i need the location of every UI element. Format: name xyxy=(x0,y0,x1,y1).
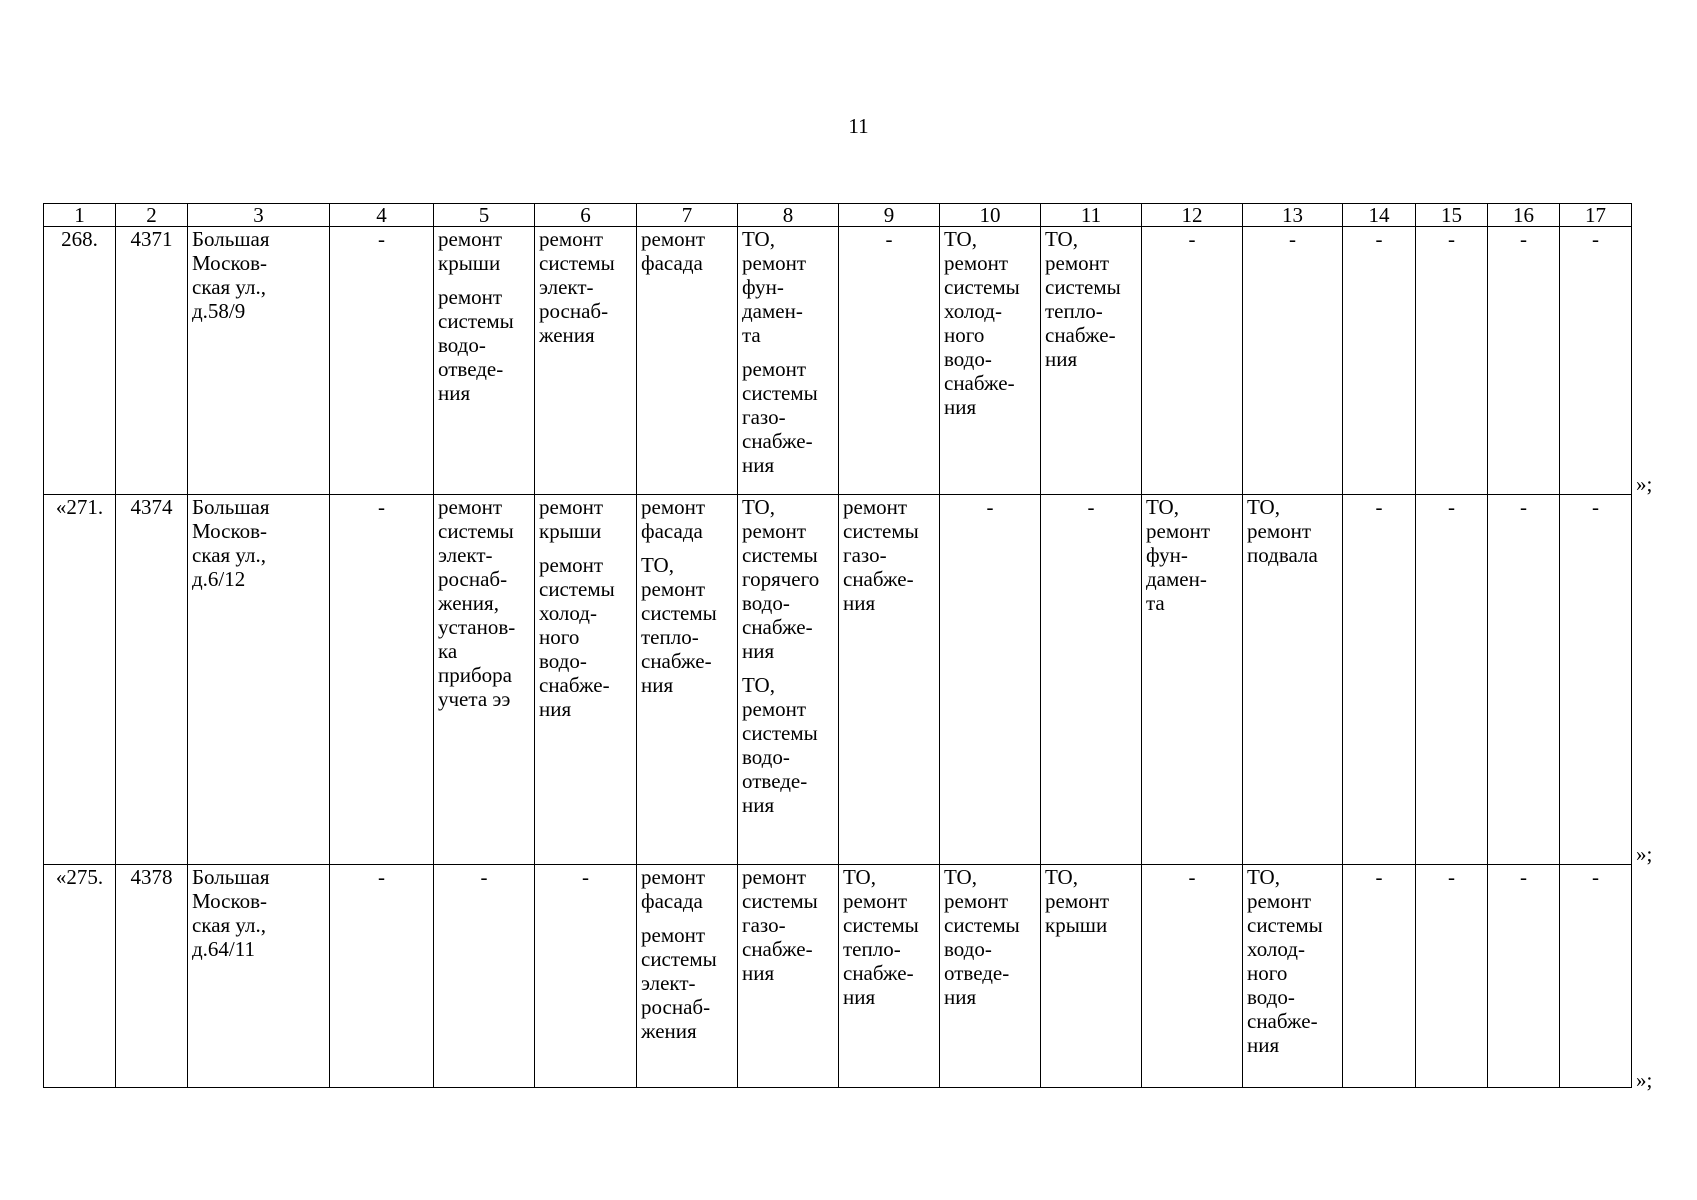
empty-cell-dash: - xyxy=(1416,495,1488,865)
work-text-line: ремонт xyxy=(1146,519,1211,543)
work-cell xyxy=(738,865,839,1088)
address-line: д.64/11 xyxy=(192,937,255,961)
work-text-line: ТО, xyxy=(742,495,775,519)
column-header: 10 xyxy=(940,204,1041,227)
work-text-line: ремонт xyxy=(438,227,503,251)
work-text-line: фун- xyxy=(1146,543,1188,567)
work-text-line: ния xyxy=(438,381,471,405)
work-text-line: ремонт xyxy=(539,553,604,577)
empty-cell-dash: - xyxy=(1488,865,1560,1088)
work-text-line: ремонт xyxy=(1045,251,1110,275)
work-text-line: ния xyxy=(944,395,977,419)
work-text-line: водо- xyxy=(438,333,486,357)
table-row xyxy=(44,865,1632,1088)
building-code-cell: 4378 xyxy=(116,865,188,1088)
work-text-line: ного xyxy=(1247,961,1288,985)
work-text-line: дамен- xyxy=(742,299,803,323)
column-header: 8 xyxy=(738,204,839,227)
work-text-line: роснаб- xyxy=(641,995,711,1019)
work-text-line: ремонт xyxy=(742,865,807,889)
work-text-line: ния xyxy=(843,591,876,615)
work-text-line: роснаб- xyxy=(539,299,609,323)
work-text-line: дамен- xyxy=(1146,567,1207,591)
address-line: Большая xyxy=(192,227,270,251)
work-text-line: ремонт xyxy=(843,495,908,519)
work-text-line: водо- xyxy=(742,591,790,615)
work-text-line: снабже- xyxy=(539,673,610,697)
empty-cell-dash: - xyxy=(1416,865,1488,1088)
work-text-line: газо- xyxy=(742,405,786,429)
address-line: Москов- xyxy=(192,519,268,543)
column-header: 6 xyxy=(535,204,637,227)
work-item xyxy=(742,227,834,347)
empty-cell-dash: - xyxy=(434,865,535,1088)
work-text-line: ния xyxy=(742,453,775,477)
work-cell xyxy=(1142,495,1243,865)
work-text-line: снабже- xyxy=(742,615,813,639)
work-item xyxy=(742,673,834,817)
column-header: 17 xyxy=(1560,204,1632,227)
work-text-line: снабже- xyxy=(641,649,712,673)
work-item xyxy=(1146,495,1238,615)
address-line: Большая xyxy=(192,865,270,889)
column-header: 11 xyxy=(1041,204,1142,227)
work-cell xyxy=(535,495,637,865)
work-text-line: ремонт xyxy=(641,577,706,601)
work-text-line: ТО, xyxy=(944,865,977,889)
work-text-line: ния xyxy=(742,961,775,985)
work-item xyxy=(641,923,733,1043)
work-item xyxy=(641,865,733,913)
work-text-line: холод- xyxy=(1247,937,1305,961)
empty-cell-dash: - xyxy=(1142,865,1243,1088)
address-cell xyxy=(188,495,330,865)
work-text-line: ТО, xyxy=(742,227,775,251)
work-cell xyxy=(434,495,535,865)
work-item xyxy=(438,285,530,405)
column-header: 12 xyxy=(1142,204,1243,227)
work-cell xyxy=(637,495,738,865)
work-text-line: ремонт xyxy=(641,865,706,889)
address-cell xyxy=(188,227,330,495)
work-text-line: элект- xyxy=(539,275,594,299)
work-text-line: ТО, xyxy=(1146,495,1179,519)
column-header: 3 xyxy=(188,204,330,227)
work-cell xyxy=(1041,227,1142,495)
column-header: 15 xyxy=(1416,204,1488,227)
work-text-line: ного xyxy=(539,625,580,649)
work-cell xyxy=(1041,865,1142,1088)
empty-cell-dash: - xyxy=(1343,495,1416,865)
work-text-line: жения, xyxy=(438,591,499,615)
work-cell xyxy=(940,227,1041,495)
column-header: 2 xyxy=(116,204,188,227)
work-cell xyxy=(738,227,839,495)
work-text-line: системы xyxy=(742,721,818,745)
empty-cell-dash: - xyxy=(535,865,637,1088)
work-text-line: снабже- xyxy=(1045,323,1116,347)
work-text-line: системы xyxy=(944,913,1020,937)
page-number: 11 xyxy=(848,114,869,138)
row-closing-mark: »; xyxy=(1636,842,1653,866)
row-number-cell: «275. xyxy=(44,865,116,1088)
work-cell xyxy=(1243,865,1343,1088)
empty-cell-dash: - xyxy=(1243,227,1343,495)
work-text-line: ТО, xyxy=(944,227,977,251)
work-text-line: холод- xyxy=(539,601,597,625)
work-item xyxy=(843,495,935,615)
address-line: Москов- xyxy=(192,251,268,275)
work-text-line: ТО, xyxy=(742,673,775,697)
work-text-line: ния xyxy=(1247,1033,1280,1057)
work-text-line: системы xyxy=(539,251,615,275)
column-header: 5 xyxy=(434,204,535,227)
work-text-line: снабже- xyxy=(1247,1009,1318,1033)
empty-cell-dash: - xyxy=(1560,227,1632,495)
work-text-line: тепло- xyxy=(1045,299,1103,323)
work-text-line: системы xyxy=(438,309,514,333)
empty-cell-dash: - xyxy=(1416,227,1488,495)
work-text-line: ния xyxy=(1045,347,1078,371)
work-text-line: ния xyxy=(843,985,876,1009)
work-item xyxy=(1247,865,1338,1057)
work-cell xyxy=(1243,495,1343,865)
work-text-line: крыши xyxy=(1045,913,1108,937)
work-text-line: системы xyxy=(1247,913,1323,937)
work-text-line: ТО, xyxy=(1247,865,1280,889)
work-text-line: отведе- xyxy=(742,769,808,793)
empty-cell-dash: - xyxy=(330,495,434,865)
work-text-line: элект- xyxy=(438,543,493,567)
empty-cell-dash: - xyxy=(1560,865,1632,1088)
work-item xyxy=(944,227,1036,419)
address-line: Большая xyxy=(192,495,270,519)
work-text-line: системы xyxy=(438,519,514,543)
work-item xyxy=(539,227,632,347)
column-header: 9 xyxy=(839,204,940,227)
work-text-line: ТО, xyxy=(1045,227,1078,251)
work-text-line: снабже- xyxy=(742,429,813,453)
work-text-line: ремонт xyxy=(641,923,706,947)
work-text-line: ния xyxy=(944,985,977,1009)
work-item xyxy=(539,553,632,721)
work-text-line: ния xyxy=(539,697,572,721)
address-line: д.58/9 xyxy=(192,299,246,323)
work-text-line: жения xyxy=(641,1019,697,1043)
work-item xyxy=(641,495,733,543)
work-cell xyxy=(839,865,940,1088)
work-text-line: жения xyxy=(539,323,595,347)
work-text-line: водо- xyxy=(742,745,790,769)
empty-cell-dash: - xyxy=(1343,865,1416,1088)
column-header: 4 xyxy=(330,204,434,227)
work-item xyxy=(641,227,733,275)
work-text-line: снабже- xyxy=(843,961,914,985)
work-text-line: снабже- xyxy=(944,371,1015,395)
building-code-cell: 4374 xyxy=(116,495,188,865)
work-item xyxy=(1045,227,1137,371)
work-text-line: ТО, xyxy=(843,865,876,889)
work-text-line: ния xyxy=(742,639,775,663)
work-item xyxy=(539,495,632,543)
column-header: 14 xyxy=(1343,204,1416,227)
work-text-line: системы xyxy=(641,947,717,971)
work-text-line: ТО, xyxy=(1045,865,1078,889)
empty-cell-dash: - xyxy=(1488,495,1560,865)
column-header: 13 xyxy=(1243,204,1343,227)
work-text-line: ТО, xyxy=(1247,495,1280,519)
work-text-line: крыши xyxy=(539,519,602,543)
work-text-line: тепло- xyxy=(641,625,699,649)
row-closing-mark: »; xyxy=(1636,472,1653,496)
work-text-line: ремонт xyxy=(641,495,706,519)
work-text-line: элект- xyxy=(641,971,696,995)
work-text-line: отведе- xyxy=(438,357,504,381)
work-text-line: ремонт xyxy=(539,227,604,251)
work-text-line: фасада xyxy=(641,889,703,913)
work-item xyxy=(1247,495,1338,567)
work-text-line: водо- xyxy=(944,937,992,961)
work-text-line: снабже- xyxy=(742,937,813,961)
work-text-line: ремонт xyxy=(742,697,807,721)
work-text-line: водо- xyxy=(944,347,992,371)
work-text-line: ка xyxy=(438,639,458,663)
work-text-line: ремонт xyxy=(1247,519,1312,543)
work-text-line: отведе- xyxy=(944,961,1010,985)
work-text-line: ремонт xyxy=(742,519,807,543)
work-text-line: горячего xyxy=(742,567,820,591)
work-item xyxy=(843,865,935,1009)
work-cell xyxy=(738,495,839,865)
work-text-line: ния xyxy=(641,673,674,697)
work-text-line: ния xyxy=(742,793,775,817)
table-row xyxy=(44,227,1632,495)
work-text-line: водо- xyxy=(539,649,587,673)
work-text-line: холод- xyxy=(944,299,1002,323)
column-header: 1 xyxy=(44,204,116,227)
empty-cell-dash: - xyxy=(1560,495,1632,865)
work-item xyxy=(1045,865,1137,937)
work-text-line: подвала xyxy=(1247,543,1318,567)
repair-schedule-table xyxy=(43,203,1632,1088)
work-text-line: снабже- xyxy=(843,567,914,591)
table-row xyxy=(44,495,1632,865)
work-text-line: ТО, xyxy=(641,553,674,577)
work-text-line: системы xyxy=(641,601,717,625)
row-number-cell: 268. xyxy=(44,227,116,495)
work-text-line: учета ээ xyxy=(438,687,511,711)
address-line: ская ул., xyxy=(192,913,266,937)
empty-cell-dash: - xyxy=(1041,495,1142,865)
work-text-line: крыши xyxy=(438,251,501,275)
work-cell xyxy=(637,227,738,495)
work-text-line: ремонт xyxy=(944,889,1009,913)
work-text-line: системы xyxy=(742,543,818,567)
work-text-line: установ- xyxy=(438,615,516,639)
work-text-line: ного xyxy=(944,323,985,347)
work-text-line: газо- xyxy=(742,913,786,937)
work-text-line: ремонт xyxy=(742,357,807,381)
work-text-line: системы xyxy=(539,577,615,601)
work-text-line: ремонт xyxy=(1045,889,1110,913)
work-text-line: роснаб- xyxy=(438,567,508,591)
work-text-line: ремонт xyxy=(641,227,706,251)
empty-cell-dash: - xyxy=(330,865,434,1088)
work-text-line: системы xyxy=(843,913,919,937)
work-text-line: та xyxy=(1146,591,1165,615)
work-text-line: тепло- xyxy=(843,937,901,961)
address-line: д.6/12 xyxy=(192,567,246,591)
work-text-line: фасада xyxy=(641,519,703,543)
address-line: ская ул., xyxy=(192,543,266,567)
work-text-line: системы xyxy=(1045,275,1121,299)
work-item xyxy=(438,227,530,275)
work-cell xyxy=(940,865,1041,1088)
empty-cell-dash: - xyxy=(330,227,434,495)
work-text-line: системы xyxy=(742,889,818,913)
work-cell xyxy=(637,865,738,1088)
empty-cell-dash: - xyxy=(1488,227,1560,495)
empty-cell-dash: - xyxy=(1142,227,1243,495)
row-closing-mark: »; xyxy=(1636,1068,1653,1092)
work-text-line: системы xyxy=(944,275,1020,299)
work-text-line: водо- xyxy=(1247,985,1295,1009)
work-text-line: фасада xyxy=(641,251,703,275)
work-cell xyxy=(839,495,940,865)
work-text-line: фун- xyxy=(742,275,784,299)
column-number-row xyxy=(44,204,1632,227)
work-text-line: ремонт xyxy=(438,285,503,309)
work-text-line: ремонт xyxy=(742,251,807,275)
work-text-line: прибора xyxy=(438,663,512,687)
work-text-line: та xyxy=(742,323,761,347)
work-text-line: ремонт xyxy=(1247,889,1312,913)
work-text-line: ремонт xyxy=(438,495,503,519)
address-line: ская ул., xyxy=(192,275,266,299)
work-item xyxy=(742,865,834,985)
column-header: 16 xyxy=(1488,204,1560,227)
work-item xyxy=(742,357,834,477)
work-cell xyxy=(535,227,637,495)
building-code-cell: 4371 xyxy=(116,227,188,495)
work-text-line: системы xyxy=(843,519,919,543)
row-number-cell: «271. xyxy=(44,495,116,865)
work-text-line: ремонт xyxy=(539,495,604,519)
work-text-line: системы xyxy=(742,381,818,405)
address-line: Москов- xyxy=(192,889,268,913)
work-text-line: ремонт xyxy=(843,889,908,913)
work-item xyxy=(944,865,1036,1009)
work-item xyxy=(742,495,834,663)
empty-cell-dash: - xyxy=(1343,227,1416,495)
address-cell xyxy=(188,865,330,1088)
work-cell xyxy=(434,227,535,495)
empty-cell-dash: - xyxy=(940,495,1041,865)
work-item xyxy=(438,495,530,711)
work-item xyxy=(641,553,733,697)
work-text-line: газо- xyxy=(843,543,887,567)
work-text-line: ремонт xyxy=(944,251,1009,275)
empty-cell-dash: - xyxy=(839,227,940,495)
column-header: 7 xyxy=(637,204,738,227)
